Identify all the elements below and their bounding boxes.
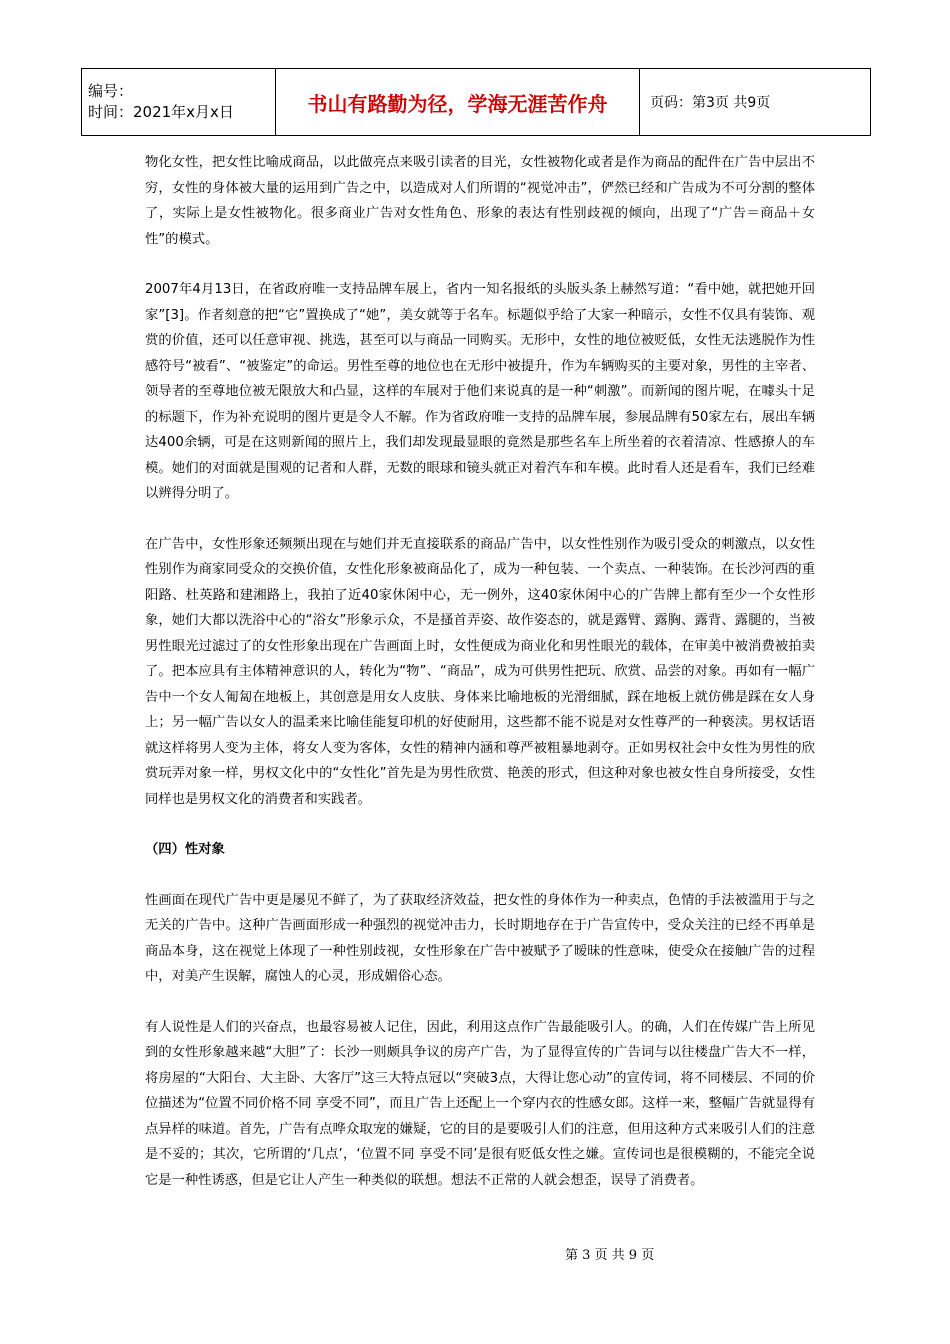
body-paragraph: 物化女性，把女性比喻成商品，以此做亮点来吸引读者的目光，女性被物化或者是作为商品的配件在广告中层出不穷，女性的身体被大量的运用到广告之中，以造成对人们所谓的“视觉冲击”，俨然已经和广告成为不可分割的整体了，实际上是女性被物化。很多商业广告对女性角色、形象的表达有性别歧视的倾向，出现了“广告＝商品＋女性”的模式。 [145, 155, 815, 247]
header-page-info: 页码：第3页 共9页 [640, 69, 871, 136]
section-heading: （四）性对象 [145, 842, 225, 857]
header-motto: 书山有路勤为径，学海无涯苦作舟 [276, 69, 640, 136]
document-body [145, 150, 815, 1218]
body-paragraph: 有人说性是人们的兴奋点，也最容易被人记住，因此，利用这点作广告最能吸引人。的确，人们在传媒广告上所见到的女性形象越来越“大胆”了：长沙一则颇具争议的房产广告，为了显得宣传的广告词与以往楼盘广告大不一样，将房屋的“大阳台、大主卧、大客厅”这三大特点冠以“突破3点，大得让您心动”的宣传词，将不同楼层、不同的价位描述为“位置不同价格不同 享受不同”，而且广告上还配上一个穿内衣的性感女郎。这样一来，整幅广告就显得有点异样的味道。首先，广告有点哗众取宠的嫌疑，它的目的是要吸引人们的注意，但用这种方式来吸引人们的注意是不妥的；其次，它所谓的‘几点’，‘位置不同 享受不同’是很有贬低女性之嫌。宣传词也是很模糊的，不能完全说它是一种性诱惑，但是它让人产生一种类似的联想。想法不正常的人就会想歪，误导了消费者。 [145, 1019, 815, 1188]
header-meta-cell [82, 69, 276, 136]
body-paragraph: 2007年4月13日，在省政府唯一支持品牌车展上，省内一知名报纸的头版头条上赫然写道：“看中她，就把她开回家”[3]。作者刻意的把“它”置换成了“她”，美女就等于名车。标题似乎给了大家一种暗示，女性不仅具有装饰、观赏的价值，还可以任意审视、挑选，甚至可以与商品一同购买。无形中，女性的地位被贬低，女性无法逃脱作为性感符号“被看”、“被鉴定”的命运。男性至尊的地位也在无形中被提升，作为车辆购买的主要对象，男性的主宰者、领导者的至尊地位被无限放大和凸显，这样的车展对于他们来说真的是一种“刺激”。而新闻的图片呢，在噱头十足的标题下，作为补充说明的图片更是令人不解。作为省政府唯一支持的品牌车展，参展品牌有50家左右，展出车辆达400余辆，可是在这则新闻的照片上，我们却发现最显眼的竟然是那些名车上所坐着的衣着清凉、性感撩人的车模。她们的对面就是围观的记者和人群，无数的眼球和镜头就正对着汽车和车模。此时看人还是看车，我们已经难以辨得分明了。 [145, 282, 815, 501]
body-paragraph: 性画面在现代广告中更是屡见不鲜了，为了获取经济效益，把女性的身体作为一种卖点，色情的手法被滥用于与之无关的广告中。这种广告画面形成一种强烈的视觉冲击力，长时期地存在于广告宣传中，受众关注的已经不再单是商品本身，这在视觉上体现了一种性别歧视，女性形象在广告中被赋予了暧昧的性意味，使受众在接触广告的过程中，对美产生误解，腐蚀人的心灵，形成媚俗心态。 [145, 892, 815, 984]
document-time-label: 时间：2021年x月x日 [88, 103, 234, 121]
body-paragraph: 在广告中，女性形象还频频出现在与她们并无直接联系的商品广告中，以女性性别作为吸引受众的刺激点，以女性性别作为商家同受众的交换价值，女性化形象被商品化了，成为一种包装、一个卖点、一种装饰。在长沙河西的重阳路、杜英路和建湘路上，我拍了近40家休闲中心，无一例外，这40家休闲中心的广告牌上都有至少一个女性形象，她们大都以洗浴中心的“浴女”形象示众，不是搔首弄姿、故作姿态的，就是露臂、露胸、露背、露腿的，当被男性眼光过滤过了的女性形象出现在广告画面上时，女性便成为商业化和男性眼光的载体，在审美中被消费被拍卖了。把本应具有主体精神意识的人，转化为“物”、“商品”，成为可供男性把玩、欣赏、品尝的对象。再如有一幅广告中一个女人匍匐在地板上，其创意是用女人皮肤、身体来比喻地板的光滑细腻，踩在地板上就仿佛是踩在女人身上；另一幅广告以女人的温柔来比喻佳能复印机的好使耐用，这些都不能不说是对女性尊严的一种亵渎。男权话语就这样将男人变为主体，将女人变为客体，女性的精神内涵和尊严被粗暴地剥夺。正如男权社会中女性为男性的欣赏玩弄对象一样，男权文化中的“女性化”首先是为男性欣赏、艳羡的形式，但这种对象也被女性自身所接受，女性同样也是男权文化的消费者和实践者。 [145, 536, 815, 807]
header-table [81, 68, 871, 136]
footer-page-number: 第 3 页 共 9 页 [565, 1248, 655, 1263]
document-number-label: 编号： [88, 82, 134, 100]
